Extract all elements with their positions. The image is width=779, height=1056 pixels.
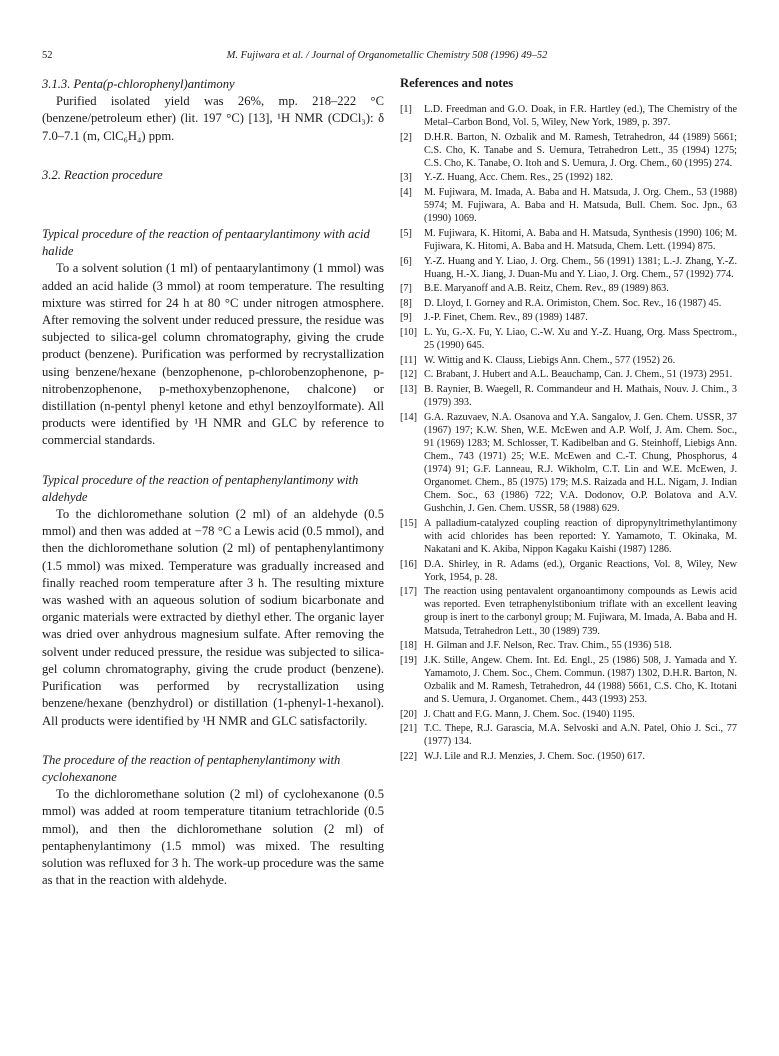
- reference-number: [3]: [400, 172, 412, 184]
- reference-number: [12]: [400, 369, 417, 381]
- section-3-1-3-text: Purified isolated yield was 26%, mp. 218–222 °C (benzene/petroleum ether) (lit. 197 °C) [13], ¹H NMR (CDCl₃): δ 7.0–7.1 (m, ClC₆H₄) ppm.: [42, 94, 384, 143]
- reference-item: [400, 186, 737, 225]
- reference-text: D.H.R. Barton, N. Ozbalik and M. Ramesh, Tetrahedron, 44 (1989) 5661; C.S. Cho, K. Tanabe and S. Uemura, Tetrahedron Lett., 35 (1994) 1275; C.S. Cho, K. Tanabe, O. Itoh and S. Uemura, J. Org. Chem., 60 (1995) 274.: [424, 131, 737, 169]
- section-3-1-3-heading: 3.1.3. Penta(p-chlorophenyl)antimony: [42, 77, 235, 91]
- reference-number: [9]: [400, 312, 412, 324]
- section-3-2-heading: 3.2. Reaction procedure: [42, 167, 163, 182]
- reference-item: [400, 326, 737, 352]
- reference-text: C. Brabant, J. Hubert and A.L. Beauchamp, Can. J. Chem., 51 (1973) 2951.: [424, 369, 733, 381]
- running-title: M. Fujiwara et al. / Journal of Organometallic Chemistry 508 (1996) 49–52: [226, 50, 548, 61]
- reference-item: [400, 354, 737, 367]
- reference-number: [5]: [400, 227, 412, 239]
- reference-number: [2]: [400, 131, 412, 143]
- reference-text: M. Fujiwara, K. Hitomi, A. Baba and H. Matsuda, Synthesis (1990) 106; M. Fujiwara, K. Hitomi, A. Baba and H. Matsuda, Chem. Lett. (1994) 875.: [424, 227, 737, 252]
- page-number: 52: [42, 50, 53, 61]
- reference-item: [400, 722, 737, 748]
- reference-text: G.A. Razuvaev, N.A. Osanova and Y.A. Sangalov, J. Gen. Chem. USSR, 37 (1967) 197; K.W. Shen, W.E. McEwen and A.P. Wolf, J. Am. Chem. Soc., 91 (1969) 1283; M. Schlosser, T. Kadibelban and G. Steinhoff, Liebigs Ann. Chem., 743 (1971) 25; W.E. McEwen and C.-T. Chung, Phosphorus, 4 (1974) 91; G.F. Lanneau, R.J. Wikholm, C.T. Lin and W.E. McEwen, J. Organomet. Chem., 85 (1975) 179; M.S. Raizada and H.L. Nigam, J. Indian Chem. Soc., 63 (1986) 722; V.A. Dodonov, O.P. Bolatova and A.V. Gushchin, J. Gen. Chem. USSR, 58 (1988) 629.: [424, 411, 737, 515]
- reference-text: The reaction using pentavalent organoantimony compounds as Lewis acid was reported. Even tetraphenylstibonium triflate with an excellent leaving group is inert to the carbonyl group; M. Fujiwara, M. Imada, A. Baba and H. Matsuda, Tetrahedron Lett., 30 (1989) 739.: [424, 586, 737, 637]
- reference-item: [400, 311, 737, 324]
- reference-number: [17]: [400, 586, 417, 598]
- right-column: [400, 76, 737, 765]
- left-column: [42, 76, 384, 889]
- reference-number: [16]: [400, 558, 417, 570]
- procedure-cyclohexanone-text: To the dichloromethane solution (2 ml) of cyclohexanone (0.5 mmol) was added at room temperature titanium tetrachloride (0.5 mmol), and then the dichloromethane solution (2 ml) of pentaphenylantimony (1.5 mmol) was mixed. The resulting solution was refluxed for 3 h. The work-up procedure was the same as that in the reaction with aldehyde.: [42, 787, 384, 888]
- reference-number: [20]: [400, 708, 417, 720]
- reference-number: [15]: [400, 517, 417, 529]
- reference-number: [21]: [400, 723, 417, 735]
- reference-text: J. Chatt and F.G. Mann, J. Chem. Soc. (1940) 1195.: [424, 708, 635, 720]
- reference-number: [4]: [400, 187, 412, 199]
- reference-item: [400, 639, 737, 652]
- reference-text: W. Wittig and K. Clauss, Liebigs Ann. Chem., 577 (1952) 26.: [424, 354, 676, 366]
- procedure-cyclohexanone-heading: The procedure of the reaction of pentaphenylantimony with cyclohexanone: [42, 752, 341, 784]
- reference-item: [400, 171, 737, 184]
- procedure-aldehyde-text: To the dichloromethane solution (2 ml) of an aldehyde (0.5 mmol) and then was added at −78 °C a Lewis acid (0.5 mmol), and then the dichloromethane solution (2 ml) of pentaphenylantimony (1.5 mmol) was mixed. Temperature was gradually increased and finally reached room temperature after 3 h. The resulting mixture was washed with an aqueous solution of sodium bicarbonate and organic materials were extracted by diethyl ether. The organic layer was dried over anhydrous magnesium sulfate. After removing the solvent under reduced pressure, the residue was subjected to silica-gel column chromatography, giving the crude product (benzene). Purification was performed by recrystallization using benzene/hexane (benzhydrol) or distillation (1-phenyl-1-hexanol). All products were identified by ¹H NMR and GLC satisfactorily.: [42, 507, 384, 728]
- reference-number: [19]: [400, 654, 417, 666]
- reference-number: [18]: [400, 640, 417, 652]
- reference-item: [400, 654, 737, 706]
- reference-text: A palladium-catalyzed coupling reaction of dipropynyltrimethylantimony with acid chlorides has been reported: Y. Yamamoto, T. Okinaka, M. Nakatani and K. Akiba, Nippon Kagaku Kaishi (1987) 1286.: [424, 517, 737, 555]
- reference-number: [10]: [400, 327, 417, 338]
- reference-text: T.C. Thepe, R.J. Garascia, M.A. Selvoski and A.N. Patel, Ohio J. Sci., 77 (1977) 134.: [424, 723, 737, 748]
- reference-item: [400, 368, 737, 381]
- reference-item: [400, 750, 737, 763]
- reference-number: [7]: [400, 283, 412, 295]
- reference-number: [22]: [400, 750, 417, 762]
- reference-text: D. Lloyd, I. Gorney and R.A. Orimiston, Chem. Soc. Rev., 16 (1987) 45.: [424, 297, 722, 309]
- reference-number: [6]: [400, 255, 412, 267]
- reference-item: [400, 282, 737, 295]
- reference-item: [400, 227, 737, 253]
- reference-item: [400, 708, 737, 721]
- procedure-acid-halide-text: To a solvent solution (1 ml) of pentaarylantimony (1 mmol) was added an acid halide (3 mmol) at room temperature. The resulting mixture was stirred for 24 h at 80 °C under nitrogen atmosphere. After removing the solvent under reduced pressure, the residue was subjected to silica-gel column chromatography, giving the crude product (benzene). Purification was performed by recrystallization using benzene/hexane (benzophenone, p-chlorobenzophenone, p-nitrobenzophenone, p-methoxybenzophenone, chalcone) or distillation (n-pentyl phenyl ketone and ethyl benzoylformate). All products were identified by ¹H NMR and GLC by reference to commercial standards.: [42, 261, 384, 448]
- reference-number: [14]: [400, 411, 417, 423]
- reference-text: L.D. Freedman and G.O. Doak, in F.R. Hartley (ed.), The Chemistry of the Metal–Carbon Bond, Vol. 5, Wiley, New York, 1989, p. 397.: [424, 104, 737, 129]
- reference-number: [1]: [400, 104, 412, 115]
- reference-item: [400, 517, 737, 556]
- reference-text: B. Raynier, B. Waegell, R. Commandeur and H. Mathais, Nouv. J. Chim., 3 (1979) 393.: [424, 383, 737, 408]
- reference-text: Y.-Z. Huang, Acc. Chem. Res., 25 (1992) 182.: [424, 172, 614, 184]
- reference-text: D.A. Shirley, in R. Adams (ed.), Organic Reactions, Vol. 8, Wiley, New York, 1954, p. 28.: [424, 558, 737, 583]
- reference-item: [400, 585, 737, 637]
- reference-text: W.J. Lile and R.J. Menzies, J. Chem. Soc. (1950) 617.: [424, 750, 645, 762]
- reference-item: [400, 131, 737, 170]
- reference-item: [400, 103, 737, 129]
- reference-number: [13]: [400, 383, 417, 395]
- procedure-aldehyde-heading: Typical procedure of the reaction of pentaphenylantimony with aldehyde: [42, 472, 359, 504]
- page-header: [42, 50, 732, 66]
- reference-number: [8]: [400, 297, 412, 309]
- reference-list: [400, 103, 737, 763]
- reference-item: [400, 558, 737, 584]
- reference-text: J.-P. Finet, Chem. Rev., 89 (1989) 1487.: [424, 312, 588, 324]
- reference-text: Y.-Z. Huang and Y. Liao, J. Org. Chem., 56 (1991) 1381; L.-J. Zhang, Y.-Z. Huang, H.-X. Jiang, J. Duan-Mu and Y. Liao, J. Org. Chem., 57 (1992) 774.: [424, 255, 737, 280]
- procedure-acid-halide-heading: Typical procedure of the reaction of pentaarylantimony with acid halide: [42, 227, 370, 259]
- reference-text: L. Yu, G.-X. Fu, Y. Liao, C.-W. Xu and Y.-Z. Huang, Org. Mass Spectrom., 25 (1990) 645.: [424, 327, 737, 352]
- reference-item: [400, 255, 737, 281]
- reference-text: B.E. Maryanoff and A.B. Reitz, Chem. Rev., 89 (1989) 863.: [424, 283, 669, 295]
- references-heading: References and notes: [400, 76, 514, 90]
- reference-text: J.K. Stille, Angew. Chem. Int. Ed. Engl., 25 (1986) 508, J. Yamada and Y. Yamamoto, J. Chem. Soc., Chem. Commun. (1987) 1302, D.H.R. Barton, N. Ozbalik and M. Ramesh, Tetrahedron, 44 (1988) 5661, C.S. Cho, K. Itotani and S. Uemura, J. Organomet. Chem., 443 (1993) 253.: [424, 654, 737, 706]
- reference-item: [400, 383, 737, 409]
- reference-item: [400, 411, 737, 516]
- reference-text: M. Fujiwara, M. Imada, A. Baba and H. Matsuda, J. Org. Chem., 53 (1988) 5974; M. Fujiwara, A. Baba and H. Matsuda, Bull. Chem. Soc. Jpn., 63 (1990) 1069.: [424, 187, 737, 225]
- reference-number: [11]: [400, 354, 417, 366]
- reference-text: H. Gilman and J.F. Nelson, Rec. Trav. Chim., 55 (1936) 518.: [424, 640, 672, 652]
- reference-item: [400, 297, 737, 310]
